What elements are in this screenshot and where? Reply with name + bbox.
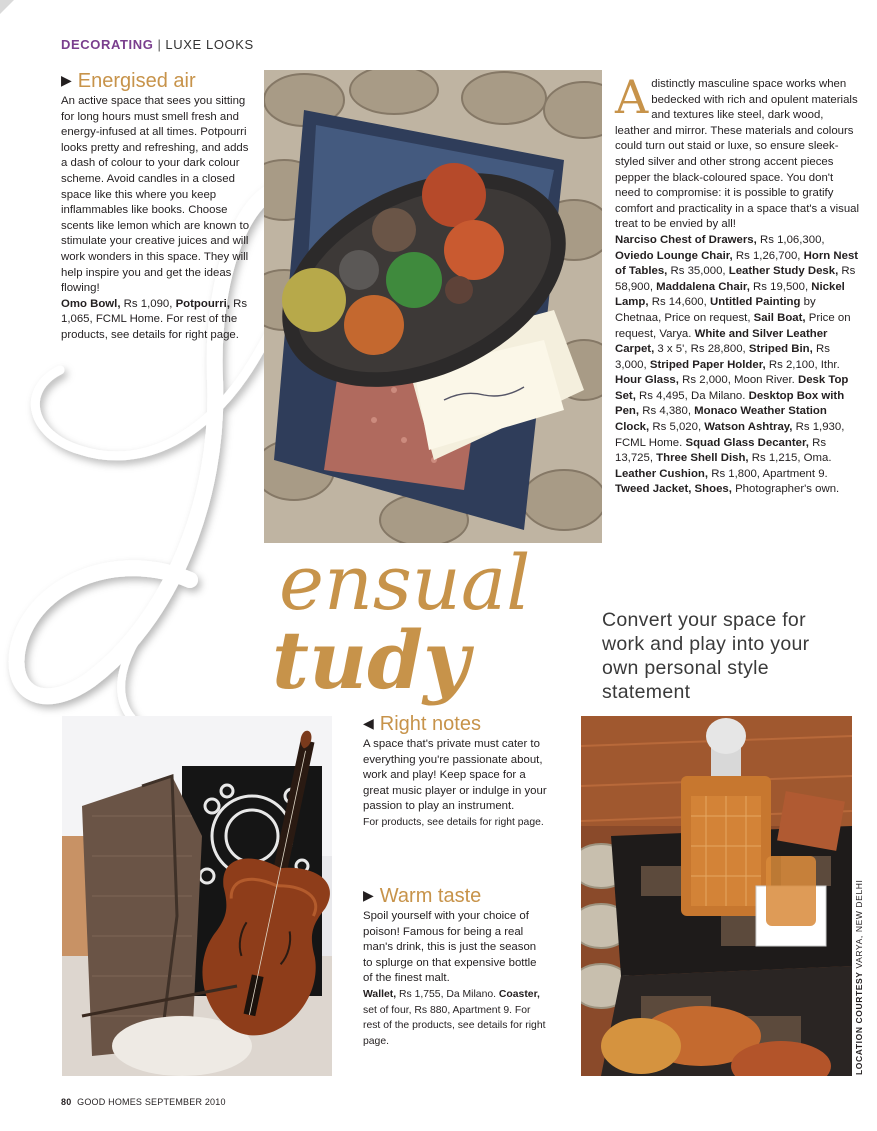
energised-air-products (61, 297, 251, 344)
credit-item-name: Watson Ashtray, (704, 421, 793, 434)
energised-air-block (61, 70, 251, 344)
credit-item-detail: 3 x 5', Rs 28,800, (654, 343, 749, 356)
potpourri-bowl-photo (264, 70, 602, 543)
tagline: Convert your space for work and play into your own personal style statement (602, 609, 810, 703)
credit-item-detail: Rs 1,26,700, (732, 249, 804, 262)
credit-item-detail: Rs 35,000, (667, 265, 729, 278)
credit-item-detail: Rs 2,100, Ithr. (765, 358, 840, 371)
credit-item-name: Nickel Lamp, (615, 280, 845, 309)
warm-taste-products (363, 987, 548, 1049)
credit-item-name: Leather Cushion, (615, 467, 709, 480)
whisky-decanter-photo (581, 716, 852, 1076)
page-number: 80 (61, 1097, 72, 1107)
product-name: Coaster, (498, 988, 540, 1000)
credit-item-name: Leather Study Desk, (728, 265, 839, 278)
credit-item-detail: Rs 3,000, (615, 343, 830, 371)
credit-item-detail: Rs 13,725, (615, 436, 827, 465)
section-separator: | (157, 37, 162, 52)
product-detail: Rs 1,090, (120, 297, 176, 310)
credit-item-detail: Rs 14,600, (648, 296, 710, 309)
credit-item-detail: Rs 1,930, FCML Home. (615, 421, 845, 449)
credit-item-name: Horn Nest of Tables, (615, 249, 859, 278)
drop-cap: A (615, 70, 649, 124)
credit-item-detail: Rs 58,900, (615, 265, 856, 293)
credit-item-name: Desk Top Set, (615, 374, 849, 402)
product-detail: set of four, Rs 880, Apartment 9. For rest of the products, see details for right page. (363, 1004, 546, 1047)
credit-item-name: Squad Glass Decanter, (685, 436, 809, 449)
feature-title-line2 (272, 613, 470, 707)
credit-item-name: Striped Paper Holder, (649, 358, 766, 371)
magazine-issue: GOOD HOMES SEPTEMBER 2010 (77, 1097, 226, 1107)
triangle-right-icon: ▶ (61, 72, 72, 88)
location-credit-label: LOCATION COURTESY (854, 971, 864, 1075)
energised-air-title: Energised air (77, 70, 196, 92)
right-notes-text: A space that's private must cater to everything you're passionate about, work and play! Keep space for a great music player or indulge in your passion to play an instrument. (363, 738, 547, 813)
warm-taste-title: Warm taste (379, 885, 482, 907)
warm-taste-body (363, 909, 548, 1049)
credit-item-detail: Photographer's own. (731, 483, 840, 496)
violin-jacket-photo (62, 716, 332, 1076)
credit-item-detail: Rs 1,215, Oma. (748, 452, 832, 465)
credit-item-name: Monaco Weather Station Clock, (615, 405, 827, 434)
title-line2: tudy (272, 613, 470, 707)
credit-item-detail: Rs 19,500, (749, 280, 812, 293)
right-notes-title: Right notes (379, 713, 481, 735)
section-kicker: DECORATING (61, 37, 154, 52)
credit-item-detail: Rs 4,495, Da Milano. (635, 389, 749, 402)
product-detail: Rs 1,755, Da Milano. (396, 988, 499, 1000)
credit-item-name: Three Shell Dish, (656, 452, 749, 465)
credit-item-name: Desktop Box with Pen, (615, 389, 845, 418)
warm-taste-text: Spoil yourself with your choice of poison! Famous for being a real man's drink, this is just the season to splurge on that expensive bottle of the finest malt. (363, 910, 537, 985)
credit-item-name: Sail Boat, (753, 311, 806, 324)
credit-item-name: Striped Bin, (748, 343, 813, 356)
credit-item-name: Maddalena Chair, (656, 280, 750, 293)
title-line1: ensual (279, 538, 531, 627)
product-detail: Rs 1,065, FCML Home. For rest of the products, see details for right page. (61, 297, 248, 341)
right-notes-heading (363, 713, 548, 736)
energised-air-heading (61, 70, 251, 93)
intro-paragraph (615, 70, 860, 233)
product-name: Wallet, (363, 988, 397, 1000)
triangle-right-icon: ▶ (363, 887, 374, 903)
warm-taste-block (363, 885, 548, 1049)
section-label (61, 37, 254, 52)
credit-item-name: Tweed Jacket, Shoes, (615, 483, 732, 496)
product-name: Omo Bowl, (61, 297, 121, 310)
product-name: Potpourri, (175, 297, 230, 310)
energised-air-body (61, 94, 251, 344)
product-credits (615, 233, 860, 498)
credit-item-detail: Rs 1,800, Apartment 9. (708, 467, 828, 480)
credit-item-detail: Rs 2,000, Moon River. (678, 374, 798, 387)
triangle-left-icon: ◀ (363, 715, 374, 731)
credit-item-name: Narciso Chest of Drawers, (615, 233, 757, 246)
credit-item-name: White and Silver Leather Carpet, (615, 327, 828, 356)
right-notes-small: For products, see details for right page. (363, 816, 544, 828)
credit-item-detail: Rs 5,020, (649, 421, 705, 434)
credit-item-detail: Rs 1,06,300, (756, 233, 825, 246)
location-credit (854, 880, 864, 1075)
location-credit-place: VARYA, NEW DELHI (854, 879, 864, 969)
page-folio (61, 1097, 226, 1107)
credit-item-name: Hour Glass, (615, 374, 679, 387)
credit-item-detail: Rs 4,380, (639, 405, 695, 418)
right-notes-body (363, 737, 548, 831)
energised-air-text: An active space that sees you sitting for long hours must smell fresh and energy-infused at all times. Potpourri looks pretty and refreshing, and adds a dash of colour to your dark colour scheme. Avoid candles in a closed space like this where you keep inflammables like books. Choose scents like lemon which are known to stimulate your creative juices and will work wonders in this space. They will help inspire you and get the ideas flowing! (61, 95, 250, 295)
page-corner-fold (0, 0, 18, 18)
right-notes-block (363, 713, 548, 831)
credit-item-detail: by Chetnaa, Price on request, (615, 296, 816, 324)
intro-text: distinctly masculine space works when bedecked with rich and opulent materials and textures like steel, dark wood, leather and mirror. These materials and colours could turn out staid or luxe, so ensure sleek-styled silver and other strong accent pieces pepper the black-coloured space. You don't need to compromise: it is possible to gratify comfort and practicality in a space that's a visual treat to be envied by all! (615, 78, 860, 231)
credit-item-detail: Price on request, Varya. (615, 311, 851, 340)
section-subtitle: LUXE LOOKS (165, 37, 254, 52)
warm-taste-heading (363, 885, 548, 908)
credit-item-name: Oviedo Lounge Chair, (615, 249, 733, 262)
intro-column (615, 70, 860, 498)
credit-item-name: Untitled Painting (709, 296, 801, 309)
